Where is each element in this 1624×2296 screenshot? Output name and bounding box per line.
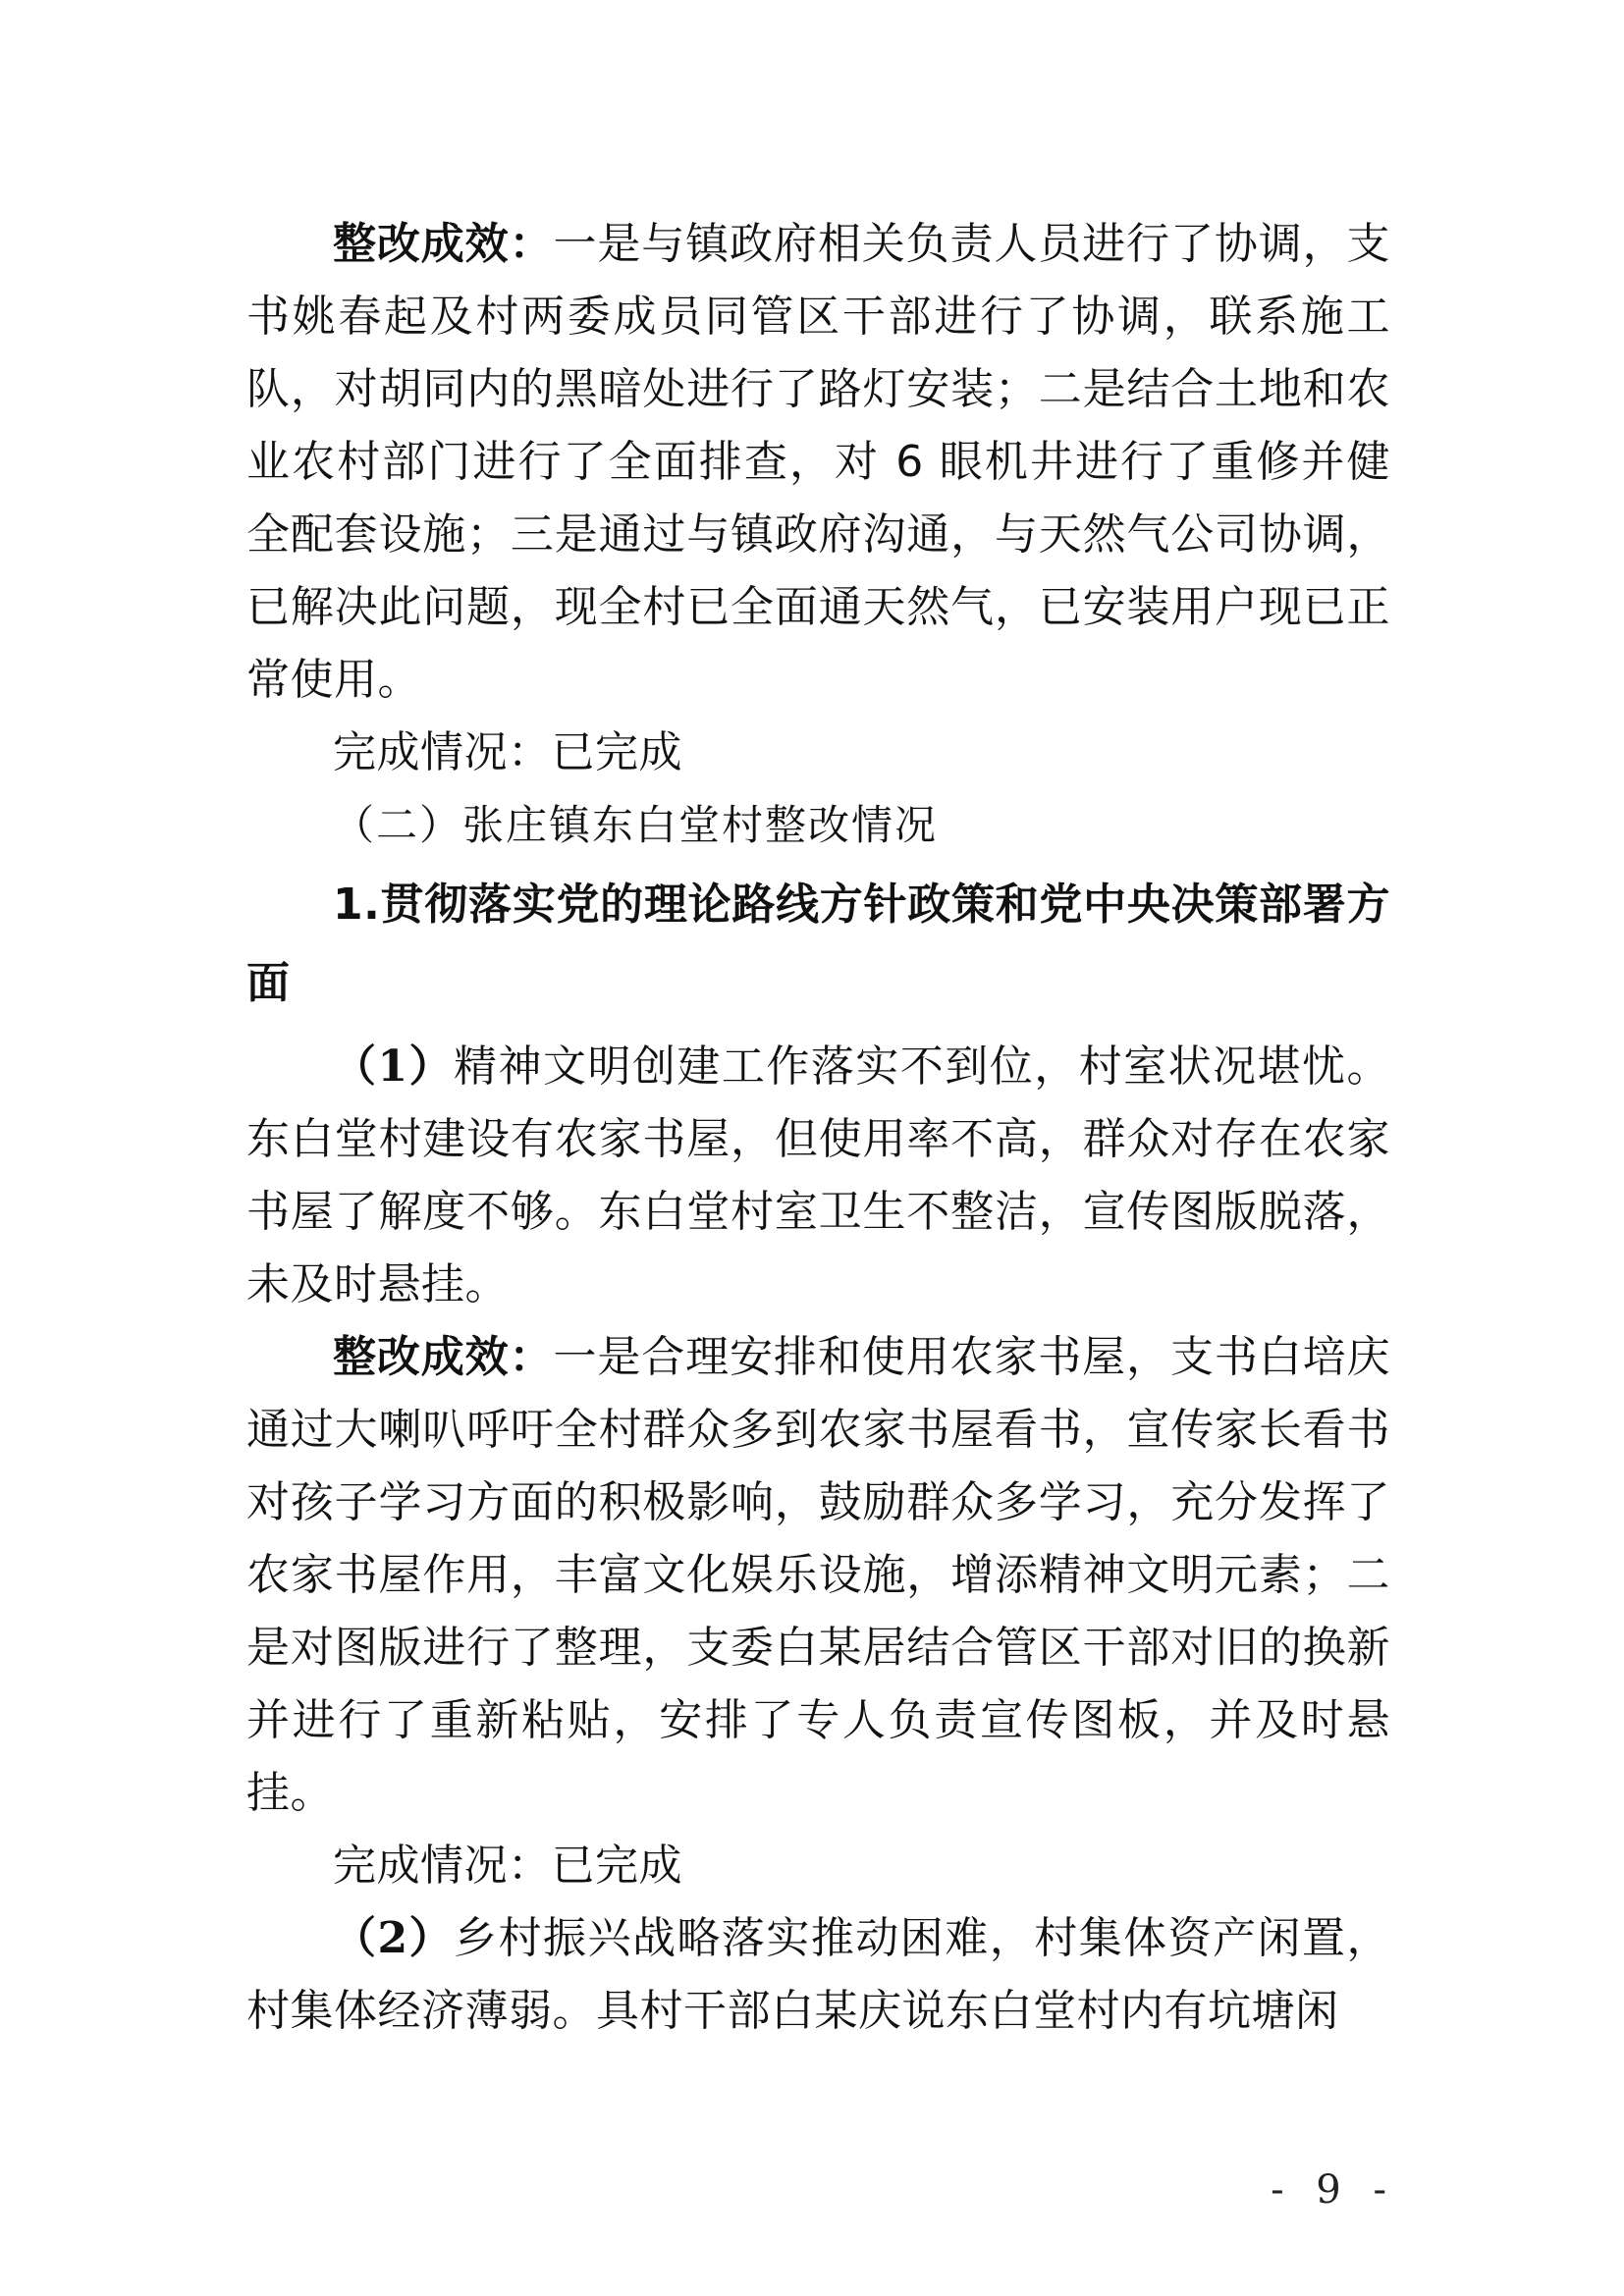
section-title: （二）张庄镇东白堂村整改情况 bbox=[333, 801, 939, 849]
section-heading: 1.贯彻落实党的理论路线方针政策和党中央决策部署方面 bbox=[246, 880, 1390, 1008]
effect-label: 整改成效： bbox=[333, 1332, 554, 1382]
issue-paragraph-2 bbox=[246, 1902, 1390, 2048]
document-body bbox=[246, 208, 1390, 2048]
item-number: （1） bbox=[333, 1041, 455, 1092]
effect-label: 整改成效： bbox=[333, 219, 554, 269]
effect-text: 一是合理安排和使用农家书屋，支书白培庆通过大喇叭呼吁全村群众多到农家书屋看书，宣传家长看书对孩子学习方面的积极影响，鼓励群众多学习，充分发挥了农家书屋作用，丰富文化娱乐设施，增添精神文明元素；二是对图版进行了整理，支委白某居结合管区干部对旧的换新并进行了重新粘贴，安排了专人负责宣传图板，并及时悬挂。 bbox=[246, 1332, 1391, 1818]
completion-status-1: 完成情况：已完成 bbox=[333, 1841, 682, 1891]
item-number: （2） bbox=[333, 1913, 455, 1963]
issue-text: 乡村振兴战略落实推动困难，村集体资产闲置，村集体经济薄弱。具村干部白某庆说东白堂村内有坑塘闲 bbox=[246, 1913, 1391, 2036]
effect-text: 一是与镇政府相关负责人员进行了协调，支书姚春起及村两委成员同管区干部进行了协调，联系施工队，对胡同内的黑暗处进行了路灯安装；二是结合土地和农业农村部门进行了全面排查，对 6 眼机井进行了重修并健全配套设施；三是通过与镇政府沟通，与天然气公司协调，已解决此问题，现全村已全面通天然气，已安装用户现已正常使用。 bbox=[246, 219, 1391, 705]
issue-paragraph-1 bbox=[246, 1031, 1390, 1321]
rectification-effect-paragraph bbox=[246, 208, 1390, 717]
rectification-effect-paragraph-1 bbox=[246, 1321, 1390, 1830]
page-number: - 9 - bbox=[1271, 2167, 1396, 2213]
issue-text: 精神文明创建工作落实不到位，村室状况堪忧。东白堂村建设有农家书屋，但使用率不高，群众对存在农家书屋了解度不够。东白堂村室卫生不整洁，宣传图版脱落，未及时悬挂。 bbox=[246, 1041, 1391, 1309]
completion-status: 完成情况：已完成 bbox=[333, 727, 682, 777]
